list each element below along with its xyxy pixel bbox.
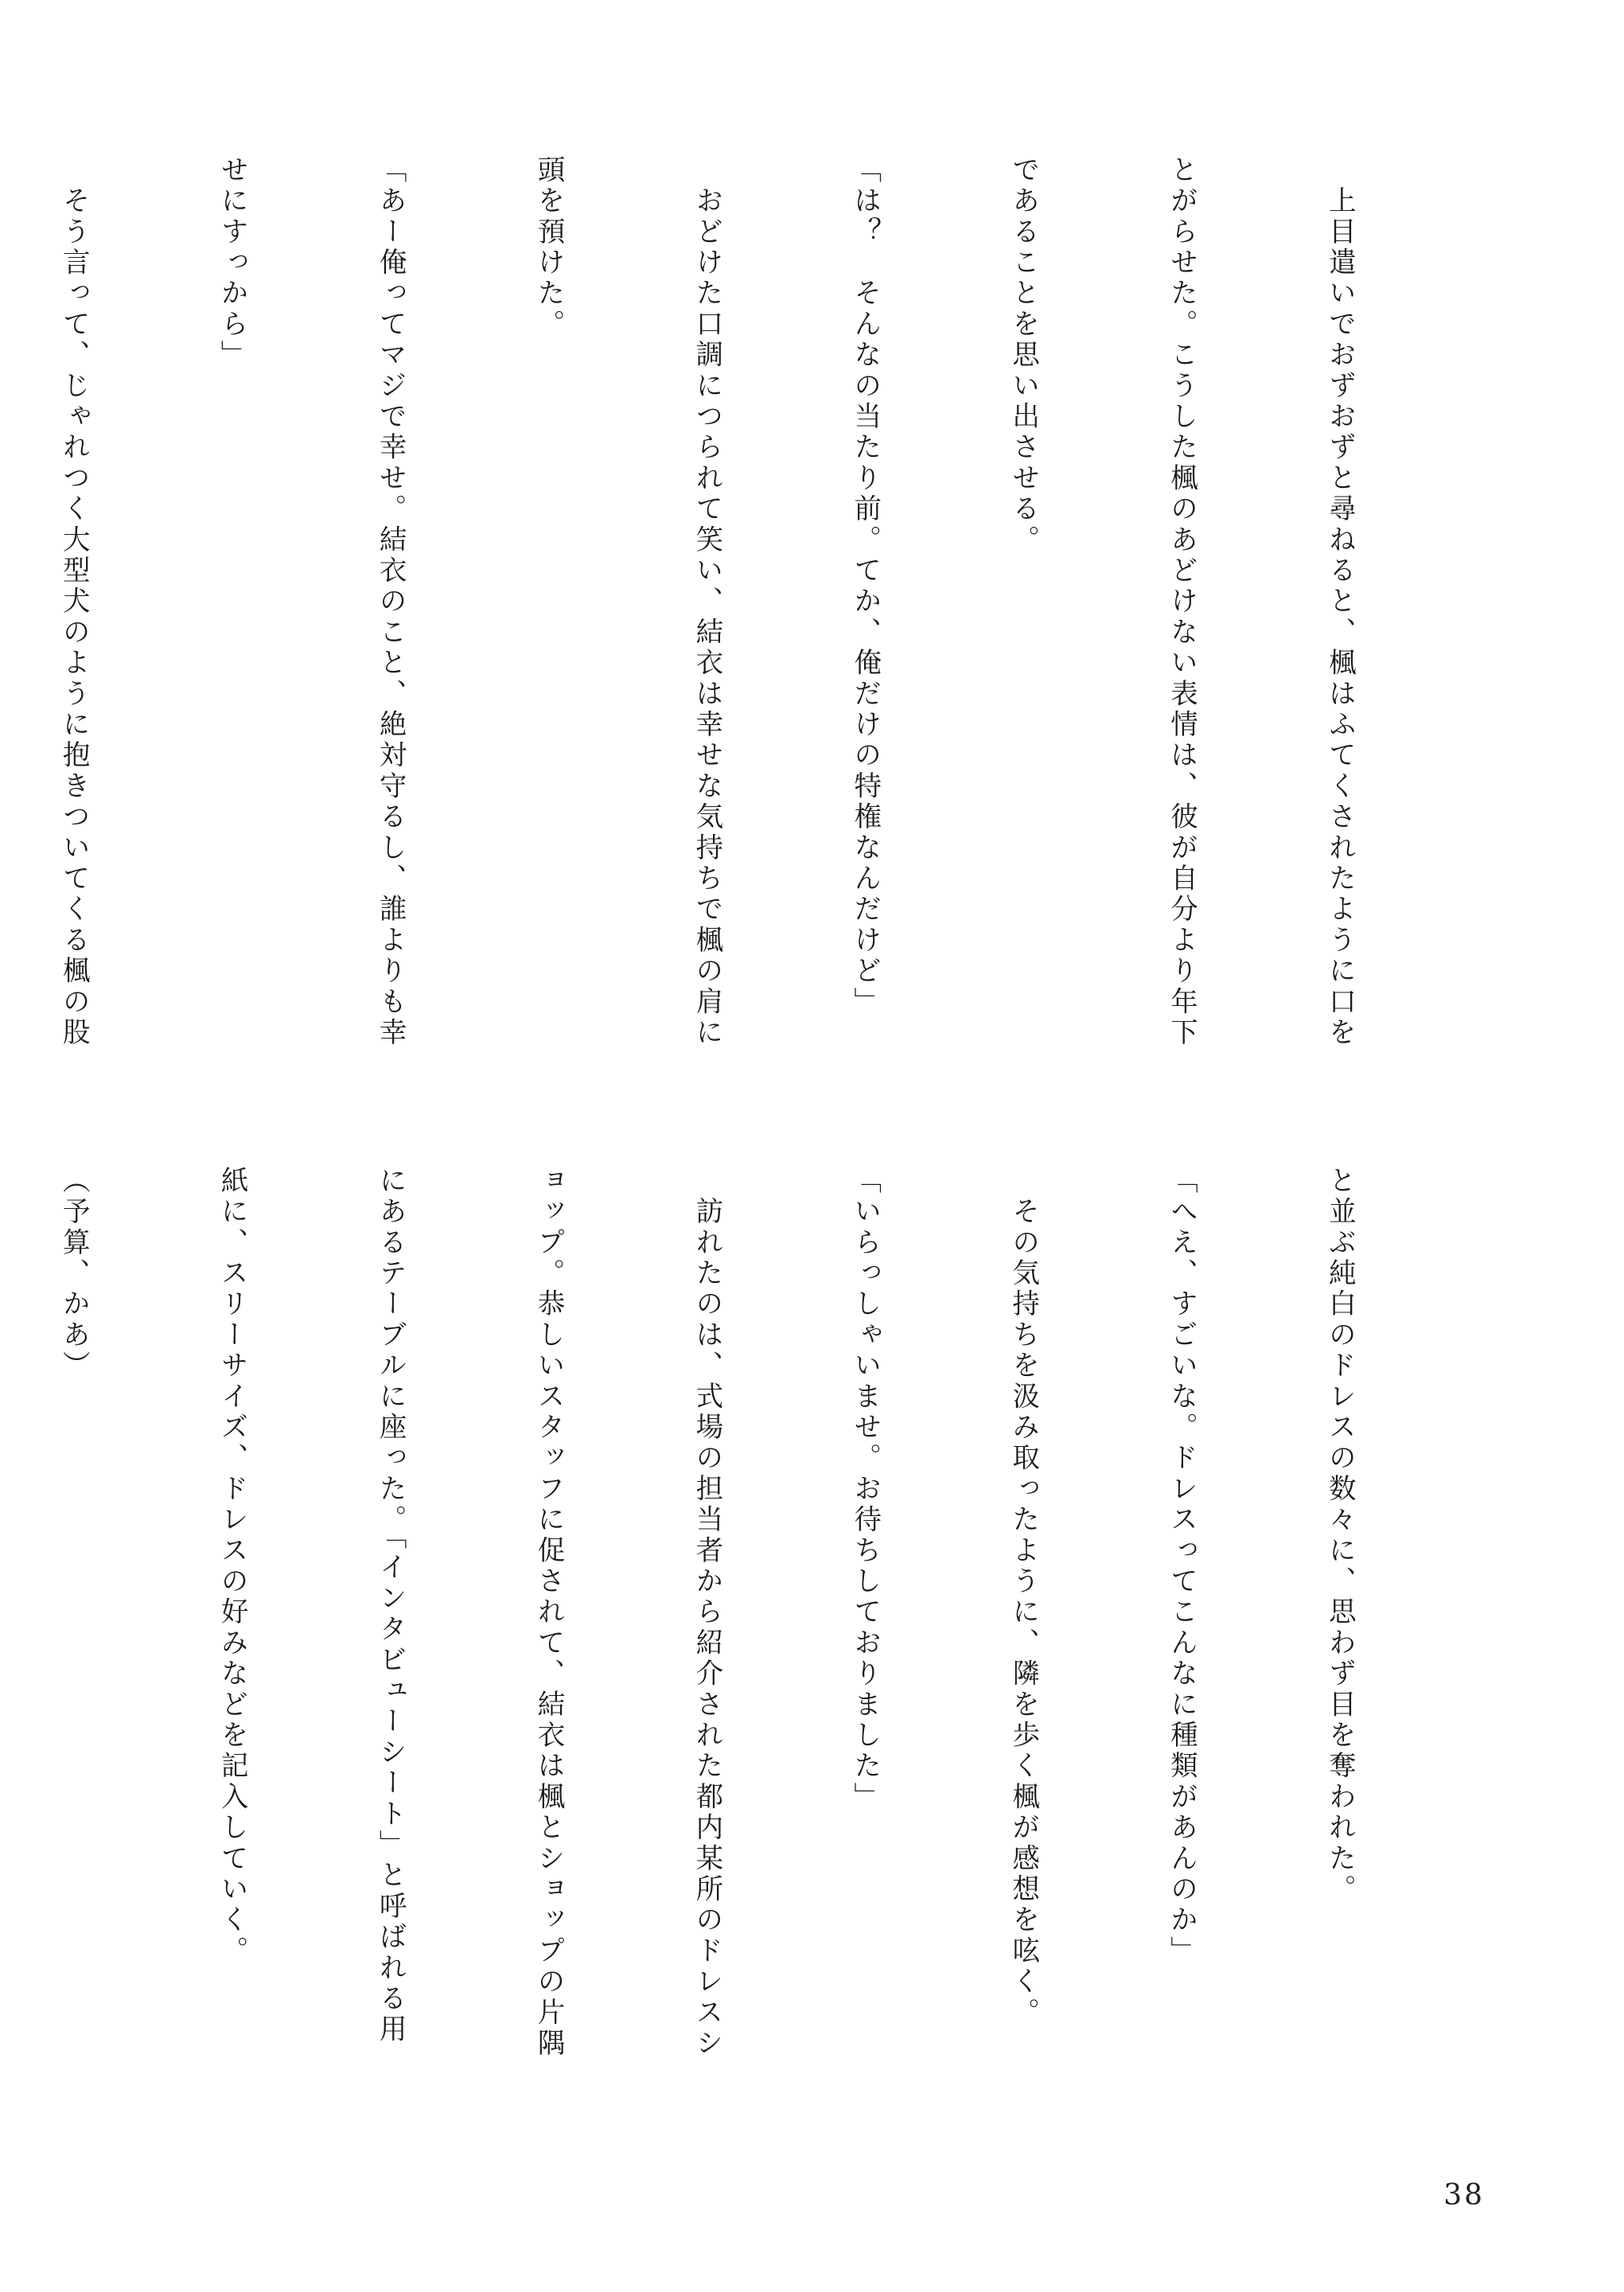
text-column: そう言って、じゃれつく大型犬のように抱きついてくる楓の股: [57, 155, 90, 1049]
text-column: 頭を預けた。: [532, 155, 564, 341]
text-column: 訪れたのは、式場の担当者から紹介された都内某所のドレスシ: [690, 1166, 722, 2060]
lower-text-block: [57, 1166, 1471, 2137]
text-column: とがらせた。こうした楓のあどけない表情は、彼が自分より年下: [1165, 155, 1198, 1049]
text-column: 「あー俺ってマジで幸せ。結衣のこと、絶対守るし、誰よりも幸: [374, 155, 407, 1049]
text-column: 「は？ そんなの当たり前。てか、俺だけの特権なんだけど」: [848, 155, 881, 1018]
text-column: ョップ。恭しいスタッフに促されて、結衣は楓とショップの片隅: [532, 1166, 564, 2060]
upper-text-block: [57, 155, 1471, 1150]
text-column: と並ぶ純白のドレスの数々に、思わず目を奪われた。: [1323, 1166, 1356, 1905]
text-column: おどけた口調につられて笑い、結衣は幸せな気持ちで楓の肩に: [690, 155, 722, 1049]
text-column: 「へえ、すごいな。ドレスってこんなに種類があんのか」: [1165, 1166, 1198, 1967]
text-column: であることを思い出させる。: [1007, 155, 1039, 556]
page-number: 38: [1443, 2179, 1485, 2212]
text-column: 上目遣いでおずおずと尋ねると、楓はふてくされたように口を: [1323, 155, 1356, 1049]
text-column: その気持ちを汲み取ったように、隣を歩く楓が感想を呟く。: [1007, 1166, 1039, 2029]
text-column: 「いらっしゃいませ。お待ちしておりました」: [848, 1166, 881, 1813]
text-column: （予算、かあ）: [57, 1166, 90, 1382]
text-column: せにすっから」: [216, 155, 248, 371]
text-column: にあるテーブルに座った。「インタビューシート」と呼ばれる用: [374, 1166, 407, 2046]
text-column: 紙に、スリーサイズ、ドレスの好みなどを記入していく。: [216, 1166, 248, 1967]
